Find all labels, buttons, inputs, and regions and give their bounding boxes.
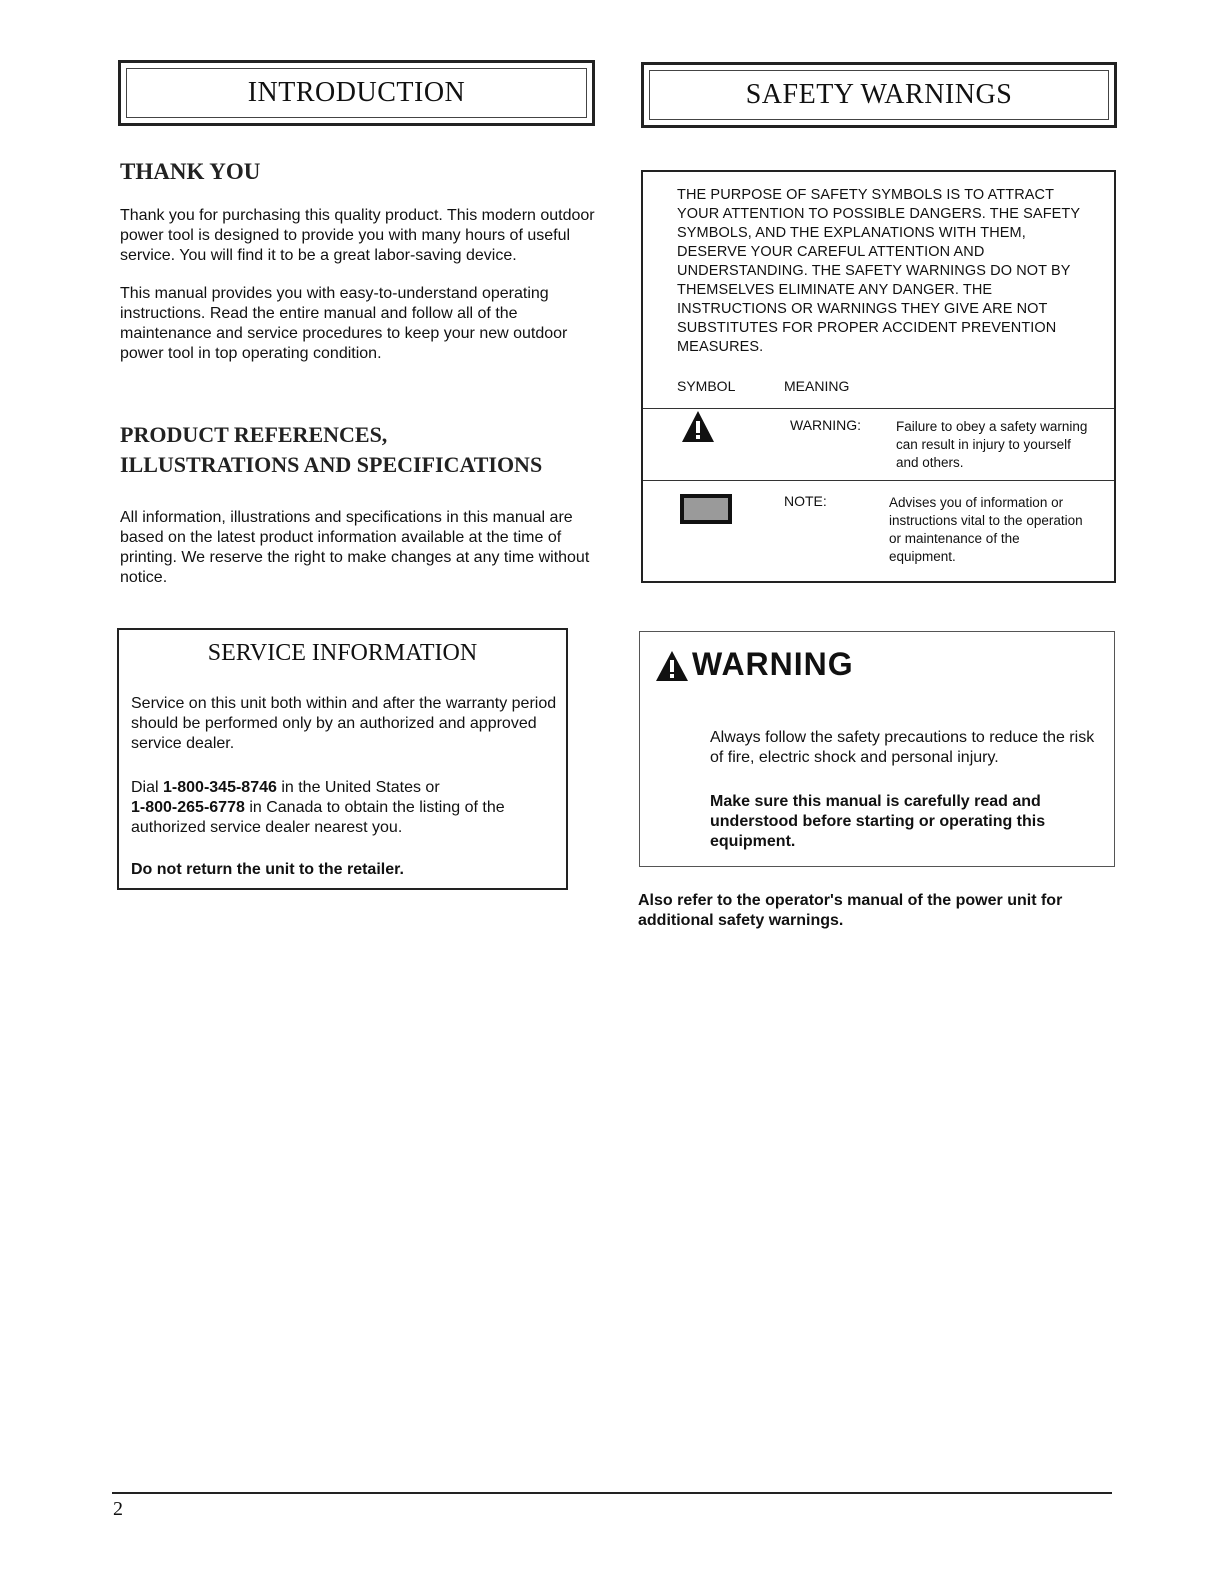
- phone-us: 1-800-345-8746: [163, 779, 277, 796]
- product-references-heading: [120, 420, 542, 480]
- service-information-title: SERVICE INFORMATION: [207, 640, 478, 666]
- warning-row-label: WARNING:: [790, 417, 862, 433]
- meaning-column-header: MEANING: [784, 378, 850, 394]
- note-row-meaning: Advises you of information or instructions vital to the operation or maintenance of the equipment.: [889, 495, 1083, 564]
- product-references-heading-line1: PRODUCT REFERENCES,: [120, 422, 388, 447]
- service-information-box: [117, 628, 568, 890]
- note-symbol-icon: [680, 494, 732, 524]
- warning-triangle-icon: [681, 410, 715, 444]
- note-row-label: NOTE:: [784, 493, 827, 509]
- return-notice: Do not return the unit to the retailer.: [131, 861, 404, 878]
- footer-rule: [112, 1492, 1112, 1494]
- page-number: 2: [113, 1498, 123, 1520]
- safety-purpose-text: THE PURPOSE OF SAFETY SYMBOLS IS TO ATTRACT YOUR ATTENTION TO POSSIBLE DANGERS. THE SAFETY SYMBOLS, AND THE EXPLANATIONS WITH THEM, DESERVE YOUR CAREFUL ATTENTION AND UNDERSTANDING. THE SAFETY WARNINGS DO NOT BY THEMSELVES ELIMINATE ANY DANGER. THE INSTRUCTIONS OR WARNINGS THEY GIVE ARE NOT SUBSTITUTES FOR PROPER ACCIDENT PREVENTION MEASURES.: [677, 187, 1080, 355]
- thank-you-text: [120, 206, 595, 364]
- safety-symbols-box: [641, 170, 1116, 583]
- warning-title-icon: [655, 650, 689, 682]
- product-references-heading-line2: ILLUSTRATIONS AND SPECIFICATIONS: [120, 452, 543, 477]
- service-paragraph-2: [131, 778, 551, 838]
- warning-box: [639, 631, 1115, 867]
- introduction-header-box: [118, 60, 595, 126]
- safety-warnings-header: SAFETY WARNINGS: [745, 79, 1013, 110]
- warning-title: WARNING: [692, 646, 854, 682]
- table-divider-top: [643, 408, 1114, 409]
- thank-you-paragraph-2: This manual provides you with easy-to-understand operating instructions. Read the entire manual and follow all of the maintenance and service procedures to keep your new outdoor power tool in top operating condition.: [120, 285, 568, 362]
- warning-row-meaning: Failure to obey a safety warning can result in injury to yourself and others.: [896, 419, 1088, 470]
- product-references-text: All information, illustrations and specifications in this manual are based on the latest product information available at the time of printing. We reserve the right to make changes at any time without notice.: [120, 509, 590, 586]
- thank-you-paragraph-1: Thank you for purchasing this quality product. This modern outdoor power tool is designed to provide you with many hours of useful service. You will find it to be a great labor-saving device.: [120, 207, 595, 264]
- table-divider-middle: [643, 480, 1114, 481]
- introduction-header: INTRODUCTION: [247, 77, 466, 108]
- safety-warnings-header-box: [641, 62, 1117, 128]
- dial-suffix: in Canada to obtain the listing of the authorized service dealer nearest you.: [131, 799, 505, 836]
- dial-mid: in the United States or: [276, 779, 440, 796]
- symbol-column-header: SYMBOL: [677, 378, 736, 394]
- service-paragraph-1: Service on this unit both within and after the warranty period should be performed only by an authorized and approved service dealer.: [131, 695, 557, 752]
- warning-paragraph-2: Make sure this manual is carefully read and understood before starting or operating this equipment.: [710, 793, 1046, 850]
- warning-paragraph-1: Always follow the safety precautions to reduce the risk of fire, electric shock and personal injury.: [710, 729, 1095, 766]
- dial-prefix: Dial: [131, 779, 164, 796]
- also-refer-text: Also refer to the operator's manual of the power unit for additional safety warnings.: [638, 892, 1063, 929]
- phone-canada: 1-800-265-6778: [131, 799, 245, 816]
- thank-you-heading: THANK YOU: [120, 159, 261, 184]
